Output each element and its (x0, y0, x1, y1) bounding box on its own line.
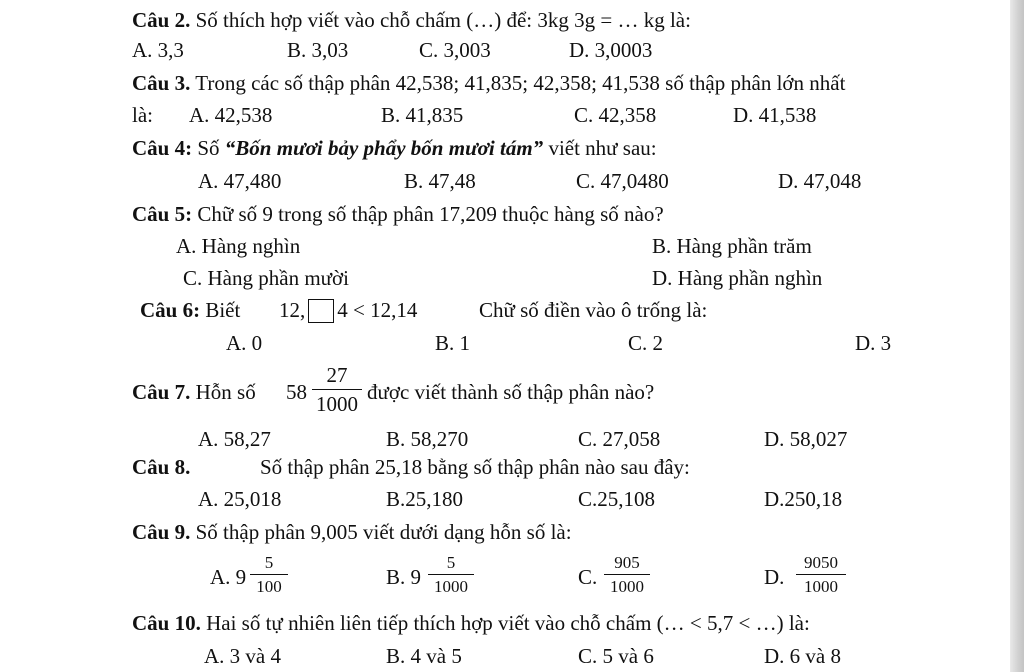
question-text: Số thập phân 9,005 viết dưới dạng hỗn số là: (190, 520, 572, 544)
q5-option-d: D. Hàng phần nghìn (652, 266, 823, 290)
q5-option-a: A. Hàng nghìn (176, 234, 301, 258)
q7-option-c: C. 27,058 (578, 427, 661, 451)
q9-option-b-label: B. 9 (386, 565, 422, 589)
q3-option-c: C. 42,358 (574, 103, 657, 127)
q6-option-c: C. 2 (628, 331, 664, 355)
q7-option-a: A. 58,27 (198, 427, 271, 451)
question-label: Câu 2. (132, 8, 191, 32)
q6-option-d: D. 3 (855, 331, 892, 355)
question-10 (132, 611, 810, 635)
question-text: Số thích hợp viết vào chỗ chấm (…) để: 3kg 3g = … kg là: (190, 8, 691, 32)
q9-option-a-fraction (250, 553, 288, 597)
blank-box (308, 299, 334, 323)
question-text: Hai số tự nhiên liên tiếp thích hợp viết vào chỗ chấm (… < 5,7 < …) là: (200, 611, 810, 635)
question-text: Trong các số thập phân 42,538; 41,835; 42,358; 41,538 số thập phân lớn nhất (190, 71, 846, 95)
q3-option-b: B. 41,835 (381, 103, 464, 127)
question-label: Câu 9. (132, 520, 191, 544)
question-3 (132, 71, 845, 95)
q4-option-c: C. 47,0480 (576, 169, 669, 193)
fraction-numerator: 27 (312, 363, 362, 390)
q7-option-b: B. 58,270 (386, 427, 469, 451)
question-label: Câu 3. (132, 71, 191, 95)
q8-option-a: A. 25,018 (198, 487, 282, 511)
expression-right: 4 < 12,14 (337, 298, 418, 322)
q6-option-a: A. 0 (226, 331, 263, 355)
q2-option-a: A. 3,3 (132, 38, 184, 62)
question-8-text: Số thập phân 25,18 bằng số thập phân nào sau đây: (260, 455, 690, 479)
fraction-numerator: 5 (250, 553, 288, 575)
mixed-number-fraction (312, 363, 362, 416)
mixed-number-whole: 58 (286, 380, 307, 404)
q8-option-c: C.25,108 (578, 487, 656, 511)
q9-option-d-label: D. (764, 565, 785, 589)
question-label: Câu 4: (132, 136, 193, 160)
question-label: Câu 5: (132, 202, 193, 226)
question-7 (132, 380, 256, 404)
page-edge-shadow (1010, 0, 1024, 672)
question-text: Số (192, 136, 225, 160)
q5-option-b: B. Hàng phần trăm (652, 234, 812, 258)
q4-option-b: B. 47,48 (404, 169, 476, 193)
q3-lead: là: (132, 103, 153, 127)
q10-option-c: C. 5 và 6 (578, 644, 654, 668)
question-text-end: viết như sau: (543, 136, 657, 160)
q2-option-c: C. 3,003 (419, 38, 491, 62)
q4-option-d: D. 47,048 (778, 169, 862, 193)
q4-option-a: A. 47,480 (198, 169, 282, 193)
question-4 (132, 136, 657, 160)
q9-option-c-fraction (604, 553, 650, 597)
expression-left: 12, (279, 298, 306, 322)
fraction-denominator: 1000 (610, 577, 644, 596)
fraction-denominator: 1000 (434, 577, 468, 596)
question-label: Câu 7. (132, 380, 191, 404)
q8-option-b: B.25,180 (386, 487, 464, 511)
q9-option-a-label: A. 9 (210, 565, 247, 589)
q3-option-a: A. 42,538 (189, 103, 273, 127)
question-text: Chữ số 9 trong số thập phân 17,209 thuộc hàng số nào? (192, 202, 664, 226)
question-label: Câu 10. (132, 611, 201, 635)
q2-option-b: B. 3,03 (287, 38, 349, 62)
q3-option-d: D. 41,538 (733, 103, 817, 127)
fraction-denominator: 100 (256, 577, 282, 596)
q6-option-b: B. 1 (435, 331, 471, 355)
question-text: Hỗn số (190, 380, 256, 404)
q7-question-end: được viết thành số thập phân nào? (367, 380, 655, 404)
question-6 (140, 298, 240, 322)
q2-option-d: D. 3,0003 (569, 38, 653, 62)
q6-prompt: Chữ số điền vào ô trống là: (479, 298, 708, 322)
question-2 (132, 8, 691, 32)
q7-option-d: D. 58,027 (764, 427, 848, 451)
q6-expression (279, 298, 417, 323)
number-in-words: “Bốn mươi bảy phẩy bốn mươi tám” (224, 136, 544, 160)
question-5 (132, 202, 664, 226)
q5-option-c: C. Hàng phần mười (183, 266, 349, 290)
q10-option-a: A. 3 và 4 (204, 644, 281, 668)
question-8-label: Câu 8. (132, 455, 191, 479)
q10-option-b: B. 4 và 5 (386, 644, 462, 668)
q8-option-d: D.250,18 (764, 487, 843, 511)
question-9 (132, 520, 572, 544)
fraction-numerator: 5 (428, 553, 474, 575)
q9-option-c-label: C. (578, 565, 598, 589)
q9-option-d-fraction (796, 553, 846, 597)
question-text: Biết (200, 298, 241, 322)
question-label: Câu 6: (140, 298, 201, 322)
q10-option-d: D. 6 và 8 (764, 644, 841, 668)
fraction-denominator: 1000 (804, 577, 838, 596)
fraction-numerator: 9050 (796, 553, 846, 575)
fraction-denominator: 1000 (316, 392, 358, 416)
q9-option-b-fraction (428, 553, 474, 597)
fraction-numerator: 905 (604, 553, 650, 575)
